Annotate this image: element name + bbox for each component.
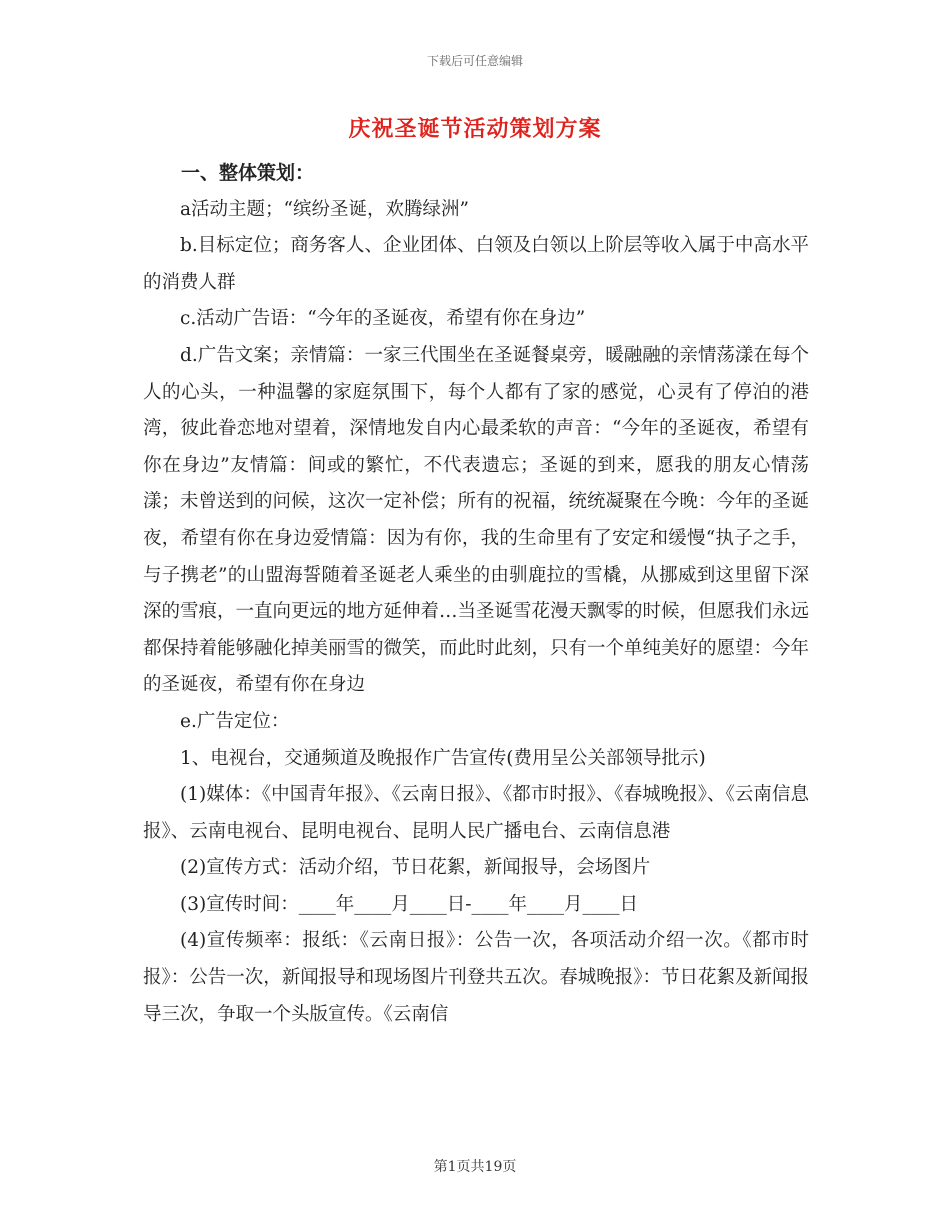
paragraph-promo-method: (2)宣传方式：活动介绍，节日花絮，新闻报导，会场图片: [180, 857, 651, 879]
paragraph-theme: a活动主题；“缤纷圣诞，欢腾绿洲”: [180, 198, 469, 220]
paragraph-slogan: c.活动广告语：“今年的圣诞夜，希望有你在身边”: [180, 308, 586, 330]
section-heading: 一、整体策划：: [181, 162, 315, 184]
paragraph-promo-frequency: (4)宣传频率：报纸：《云南日报》：公告一次，各项活动介绍一次。《都市时报》：公告一次，新闻报导和现场图片刊登共五次。春城晚报》：节日花絮及新闻报导三次，争取一个头版宣传。《云南信: [143, 930, 810, 1025]
paragraph-media: (1)媒体：《中国青年报》、《云南日报》、《都市时报》、《春城晚报》、《云南信息报》、云南电视台、昆明电视台、昆明人民广播电台、云南信息港: [143, 784, 809, 842]
paragraph-ad-copy: d.广告文案；亲情篇：一家三代围坐在圣诞餐桌旁，暖融融的亲情荡漾在每个人的心头，一种温馨的家庭氛围下，每个人都有了家的感觉，心灵有了停泊的港湾，彼此眷恋地对望着，深情地发自内心最柔软的声音：“今年的圣诞夜，希望有你在身边”友情篇：间或的繁忙，不代表遗忘；圣诞的到来，愿我的朋友心情荡漾；未曾送到的问候，这次一定补偿；所有的祝福，统统凝聚在今晚：今年的圣诞夜，希望有你在身边爱情篇：因为有你，我的生命里有了安定和缓慢“执子之手，与子携老”的山盟海誓随着圣诞老人乘坐的由驯鹿拉的雪橇，从挪威到这里留下深深的雪痕，一直向更远的地方延伸着…当圣诞雪花漫天飘零的时候，但愿我们永远都保持着能够融化掉美丽雪的微笑，而此时此刻，只有一个单纯美好的愿望：今年的圣诞夜，希望有你在身边: [143, 344, 810, 696]
paragraph-ad-positioning: e.广告定位：: [180, 710, 290, 732]
page-footer: 第1页共19页: [433, 1159, 517, 1175]
document-title: 庆祝圣诞节活动策划方案: [348, 116, 602, 142]
document-body: [143, 155, 809, 1033]
paragraph-tv-ads: 1、电视台，交通频道及晚报作广告宣传(费用呈公关部领导批示): [180, 747, 706, 769]
header-note: 下载后可任意编辑: [426, 54, 523, 68]
paragraph-target: b.目标定位；商务客人、企业团体、白领及白领以上阶层等收入属于中高水平的消费人群: [143, 235, 809, 293]
paragraph-promo-time: (3)宣传时间：____年____月____日-____年____月____日: [180, 893, 638, 915]
